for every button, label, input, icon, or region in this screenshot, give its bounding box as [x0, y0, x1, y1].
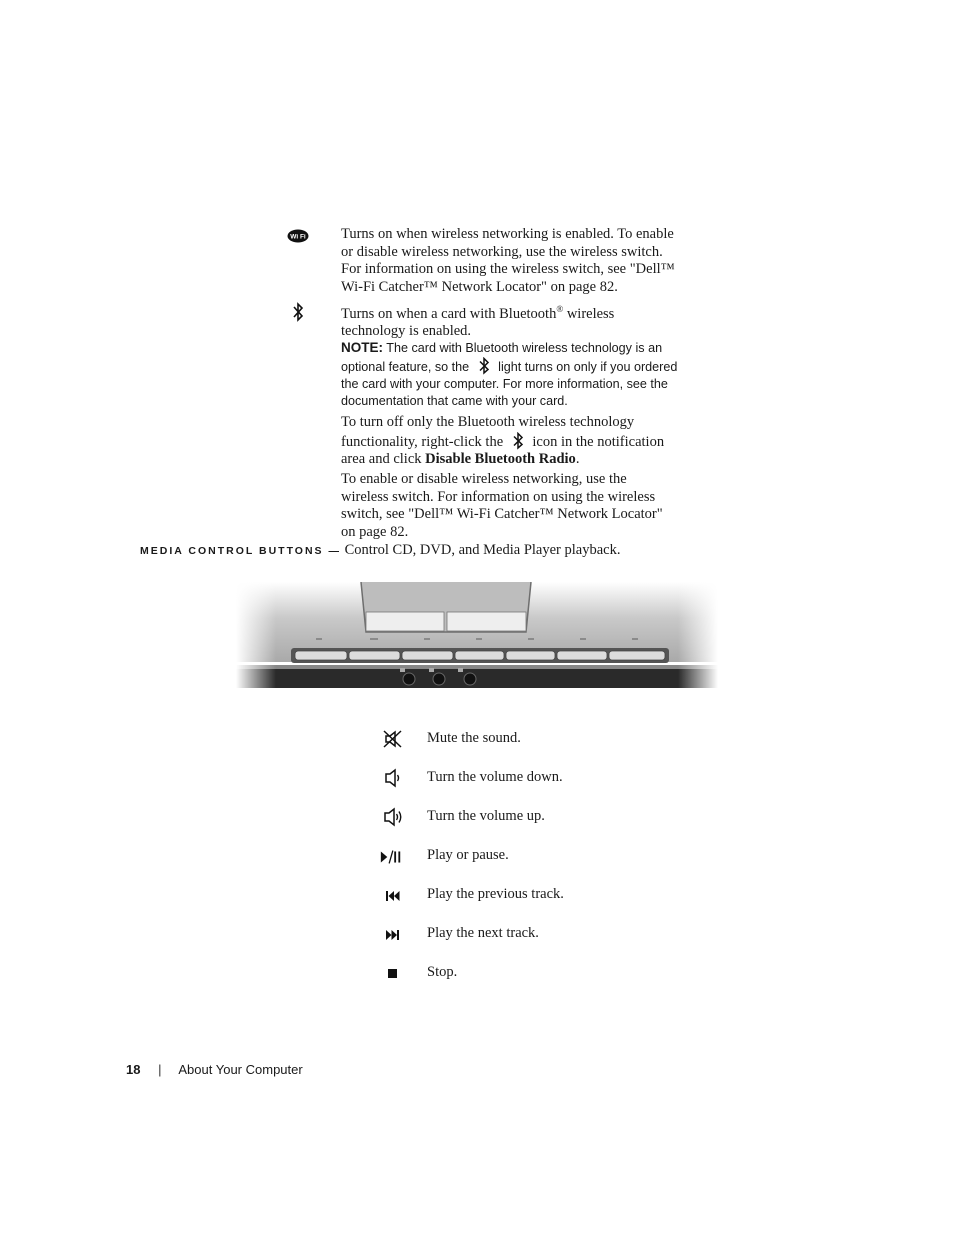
- media-button-text: Play the next track.: [427, 925, 539, 941]
- bluetooth-turnoff: [341, 414, 675, 469]
- media-button-text: Stop.: [427, 964, 458, 980]
- bluetooth-text-before: Turns on when a card with Bluetooth: [341, 305, 557, 322]
- volume-down-icon: [381, 768, 405, 788]
- volume-up-icon: [381, 807, 405, 827]
- wifi-light-icon: [287, 228, 311, 244]
- media-button-text: Mute the sound.: [427, 730, 521, 746]
- wifi-icon-label: Wi Fi: [290, 233, 306, 241]
- bluetooth-icon: [290, 302, 306, 322]
- note-label: NOTE:: [341, 340, 383, 355]
- media-button-text: Play or pause.: [427, 847, 509, 863]
- media-button-text: Turn the volume up.: [427, 808, 545, 824]
- bluetooth-text-after: wireless technology is enabled.: [341, 305, 615, 340]
- media-button-text: Play the previous track.: [427, 886, 564, 902]
- bluetooth-description: [341, 301, 675, 341]
- media-heading-description: Control CD, DVD, and Media Player playback.: [340, 542, 621, 558]
- mute-icon: [381, 729, 405, 749]
- media-button-text: Turn the volume down.: [427, 769, 563, 785]
- note-text-2: light turns on only if you ordered the card with your computer. For more information, see the documentation that came with your card.: [341, 360, 678, 408]
- footer-separator: |: [158, 1062, 162, 1077]
- disable-bluetooth-radio: Disable Bluetooth Radio: [425, 451, 576, 467]
- note-text-1: The card with Bluetooth wireless technology is an optional feature, so the: [341, 341, 663, 374]
- turnoff-end: .: [575, 451, 580, 467]
- bluetooth-enable-text: To enable or disable wireless networking, use the wireless switch. For information on using the wireless switch, see "Dell™ Wi-Fi Catcher™ Network Locator" on page 82.: [341, 471, 663, 540]
- previous-track-icon: [381, 886, 405, 906]
- turnoff-text-1: To turn off only the Bluetooth wireless technology functionality, right-click the: [341, 414, 635, 450]
- bluetooth-inline-icon: [473, 357, 495, 375]
- next-track-icon: [381, 925, 405, 945]
- stop-icon: [381, 964, 405, 984]
- wifi-description: Turns on when wireless networking is enabled. To enable or disable wireless networking, use the wireless switch. For information on using the wireless switch, see "Dell™ Wi-Fi Catcher™ Network Locator" on page 82.: [341, 226, 675, 295]
- media-section-heading: [140, 541, 740, 560]
- turnoff-text-2: icon in the notification area and click: [341, 433, 665, 467]
- bluetooth-tray-icon: [507, 432, 529, 450]
- bluetooth-note: [341, 339, 679, 410]
- registered-mark: ®: [556, 304, 564, 314]
- footer-section-title: About Your Computer: [178, 1062, 303, 1077]
- play-pause-icon: [379, 847, 403, 867]
- page-number: 18: [126, 1062, 141, 1077]
- media-heading-label: MEDIA CONTROL BUTTONS —: [140, 545, 341, 557]
- laptop-media-buttons-illustration: [236, 582, 718, 690]
- page-footer: [126, 1062, 303, 1077]
